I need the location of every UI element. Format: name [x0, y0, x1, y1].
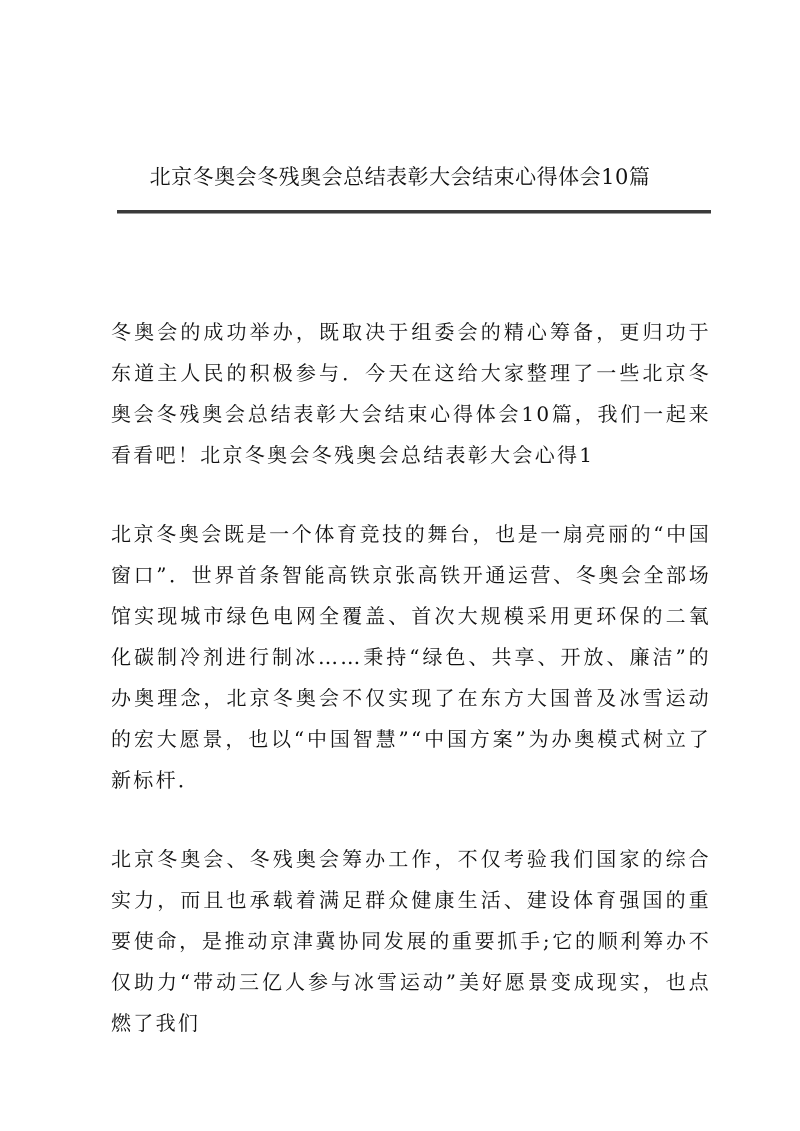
paragraph-intro: 冬奥会的成功举办，既取决于组委会的精心筹备，更归功于东道主人民的积极参与．今天在这给大家整理了一些北京冬奥会冬残奥会总结表彰大会结束心得体会10篇，我们一起来看看吧！北京冬奥会冬残奥会总结表彰大会心得1: [111, 320, 711, 467]
paragraph-window-of-china: 北京冬奥会既是一个体育竞技的舞台，也是一扇亮丽的“中国窗口”．世界首条智能高铁京张高铁开通运营、冬奥会全部场馆实现城市绿色电网全覆盖、首次大规模采用更环保的二氧化碳制冷剂进行制冰……秉持“绿色、共享、开放、廉洁”的办奥理念，北京冬奥会不仅实现了在东方大国普及冰雪运动的宏大愿景，也以“中国智慧”“中国方案”为办奥模式树立了新标杆．: [111, 522, 711, 792]
title-underline-divider: [117, 210, 711, 214]
document-title: 北京冬奥会冬残奥会总结表彰大会结束心得体会10篇: [149, 165, 651, 189]
paragraph-preparation-work: 北京冬奥会、冬残奥会筹办工作，不仅考验我们国家的综合实力，而且也承载着满足群众健康生活、建设体育强国的重要使命，是推动京津冀协同发展的重要抓手;它的顺利筹办不仅助力“带动三亿人参与冰雪运动”美好愿景变成现实，也点燃了我们: [111, 847, 711, 1035]
document-body: [111, 312, 711, 1082]
